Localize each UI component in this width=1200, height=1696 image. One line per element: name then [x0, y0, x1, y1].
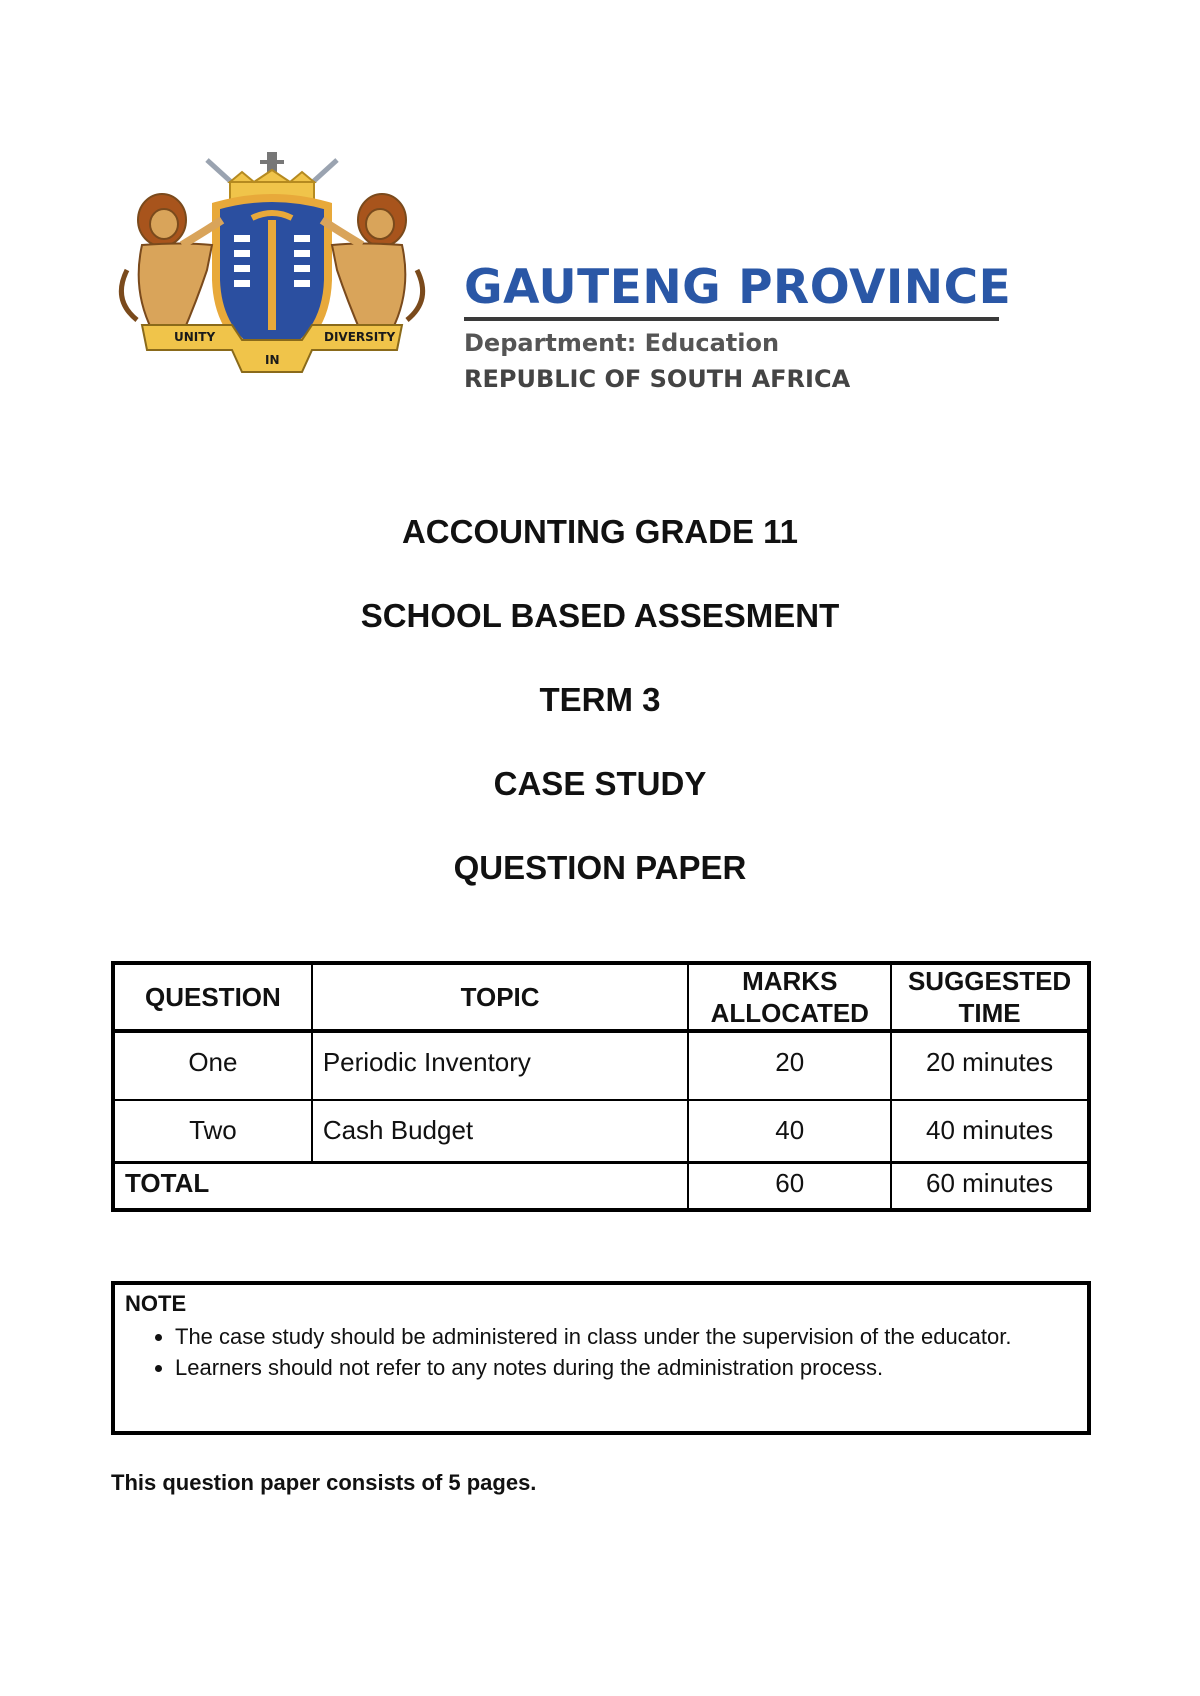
- subject-title: ACCOUNTING GRADE 11: [401, 513, 799, 550]
- motto-label-diversity: DIVERSITY: [324, 330, 396, 344]
- list-item: • Learners should not refer to any notes during the administration process.: [175, 1354, 1077, 1381]
- header-marks-line2: ALLOCATED: [710, 998, 869, 1028]
- header-time-line2: TIME: [958, 998, 1021, 1028]
- letterhead-banner: [112, 150, 1012, 395]
- cell-question: Two: [113, 1100, 312, 1163]
- cell-marks: 20: [688, 1031, 891, 1100]
- table-header-row: [113, 963, 1089, 1031]
- total-label: TOTAL: [113, 1163, 688, 1211]
- list-item: • The case study should be administered in class under the supervision of the educator.: [175, 1323, 1077, 1350]
- header-topic: TOPIC: [312, 963, 689, 1031]
- type-title: CASE STUDY: [493, 765, 707, 802]
- brand-divider: [464, 317, 999, 321]
- header-question: QUESTION: [113, 963, 312, 1031]
- title-block: [0, 510, 1200, 930]
- total-marks: 60: [688, 1163, 891, 1211]
- department-name: Department: Education: [464, 329, 780, 357]
- table-total-row: [113, 1163, 1089, 1211]
- province-name: GAUTENG PROVINCE: [464, 260, 1012, 315]
- cell-marks: 40: [688, 1100, 891, 1163]
- cell-topic: Cash Budget: [312, 1100, 689, 1163]
- table-row: [113, 1031, 1089, 1100]
- table-row: [113, 1100, 1089, 1163]
- note-heading: NOTE: [125, 1291, 187, 1316]
- total-time: 60 minutes: [891, 1163, 1089, 1211]
- cell-time: 40 minutes: [891, 1100, 1089, 1163]
- term-title: TERM 3: [539, 681, 661, 718]
- motto-label-in: IN: [265, 353, 280, 367]
- paper-title: QUESTION PAPER: [453, 849, 747, 886]
- header-time-line1: SUGGESTED: [907, 966, 1072, 996]
- note-box: [111, 1281, 1091, 1435]
- header-marks: [688, 963, 891, 1031]
- cell-time: 20 minutes: [891, 1031, 1089, 1100]
- assessment-title: SCHOOL BASED ASSESMENT: [360, 597, 840, 634]
- motto-label-unity: UNITY: [174, 330, 216, 344]
- note-list: [125, 1323, 1077, 1381]
- header-marks-line1: MARKS: [742, 966, 838, 996]
- question-summary-table: [111, 961, 1091, 1212]
- department-branding: [464, 260, 1011, 393]
- page-count-statement: This question paper consists of 5 pages.: [111, 1470, 537, 1495]
- cell-topic: Periodic Inventory: [312, 1031, 689, 1100]
- header-time: [891, 963, 1089, 1031]
- cell-question: One: [113, 1031, 312, 1100]
- country-name: REPUBLIC OF SOUTH AFRICA: [464, 365, 851, 393]
